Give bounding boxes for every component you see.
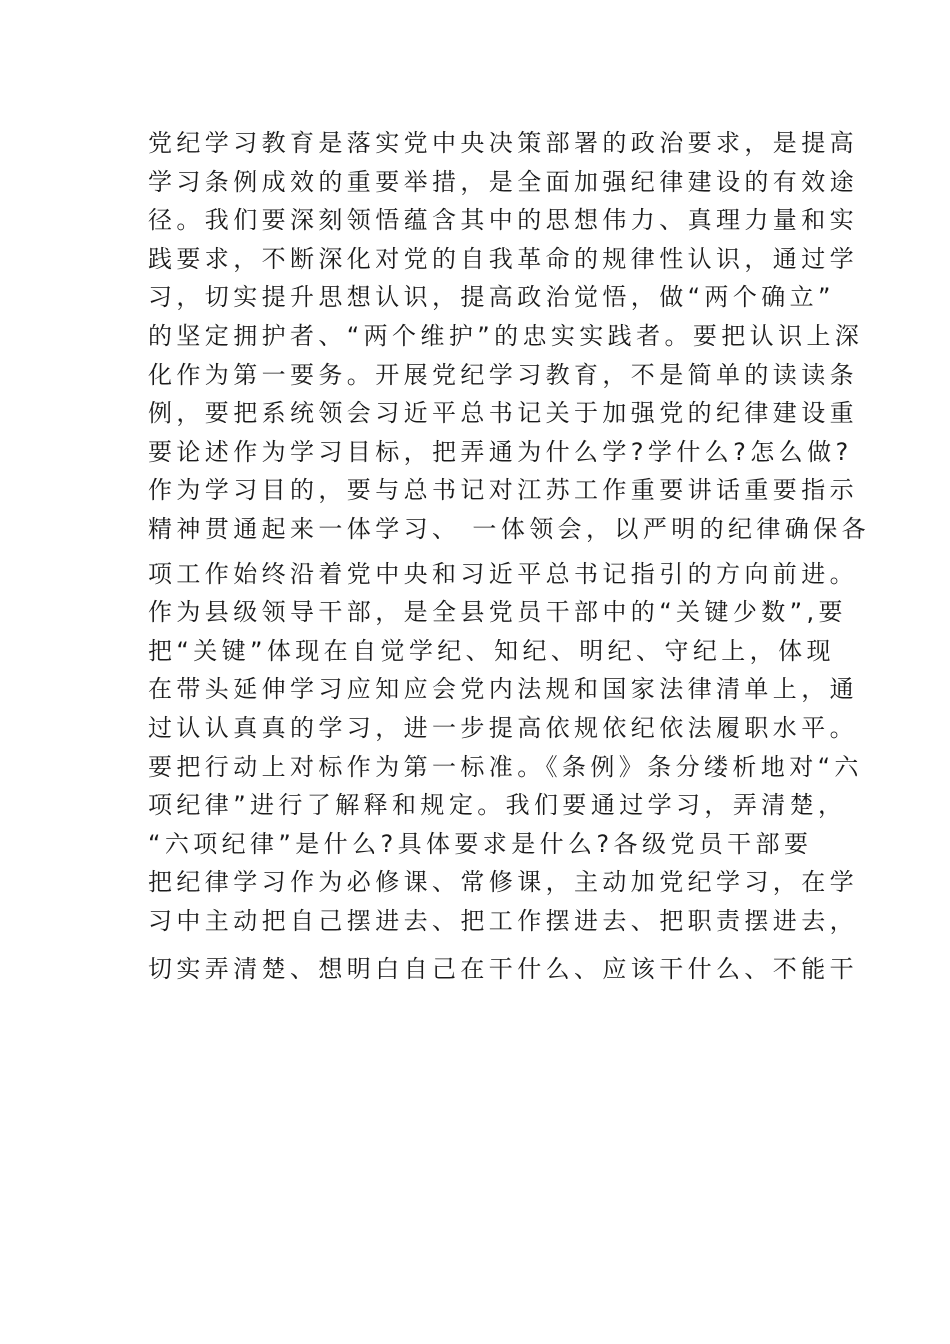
text-line: 把“关键”体现在自觉学纪、知纪、明纪、守纪上，体现 [148,636,835,665]
text-line: 精神贯通起来一体学习、 一体领会，以严明的纪律确保各 [148,514,871,543]
text-line: 学习条例成效的重要举措，是全面加强纪律建设的有效途 [148,167,858,196]
text-line: 切实弄清楚、想明白自己在干什么、应该干什么、不能干 [148,955,858,984]
text-line: 习中主动把自己摆进去、把工作摆进去、把职责摆进去， [148,906,858,935]
text-line: 径。我们要深刻领悟蕴含其中的思想伟力、真理力量和实 [148,206,858,235]
text-line: 项工作始终沿着党中央和习近平总书记指引的方向前进。 [148,559,858,588]
text-line: 要论述作为学习目标，把弄通为什么学?学什么?怎么做? [148,437,853,466]
text-line: 的坚定拥护者、“两个维护”的忠实实践者。要把认识上深 [148,321,864,350]
text-line: 化作为第一要务。开展党纪学习教育，不是简单的读读条 [148,360,858,389]
body-text [148,124,871,989]
text-line: 要把行动上对标作为第一标准。《条例》条分缕析地对“六 [148,752,863,781]
text-line: “六项纪律”是什么?具体要求是什么?各级党员干部要 [148,829,813,858]
text-line: 习，切实提升思想认识，提高政治觉悟，做“两个确立” [148,283,835,312]
text-line: 党纪学习教育是落实党中央决策部署的政治要求，是提高 [148,129,858,157]
text-line: 项纪律”进行了解释和规定。我们要通过学习，弄清楚， [148,791,847,820]
text-line: 践要求，不断深化对党的自我革命的规律性认识，通过学 [148,244,858,273]
text-line: 作为学习目的，要与总书记对江苏工作重要讲话重要指示 [148,476,858,505]
text-line: 在带头延伸学习应知应会党内法规和国家法律清单上，通 [148,675,858,704]
text-line: 把纪律学习作为必修课、常修课，主动加党纪学习，在学 [148,868,858,897]
text-line: 例，要把系统领会习近平总书记关于加强党的纪律建设重 [148,399,858,428]
text-line: 过认认真真的学习，进一步提高依规依纪依法履职水平。 [148,713,858,742]
text-line: 作为县级领导干部，是全县党员干部中的“关键少数”,要 [148,598,847,627]
